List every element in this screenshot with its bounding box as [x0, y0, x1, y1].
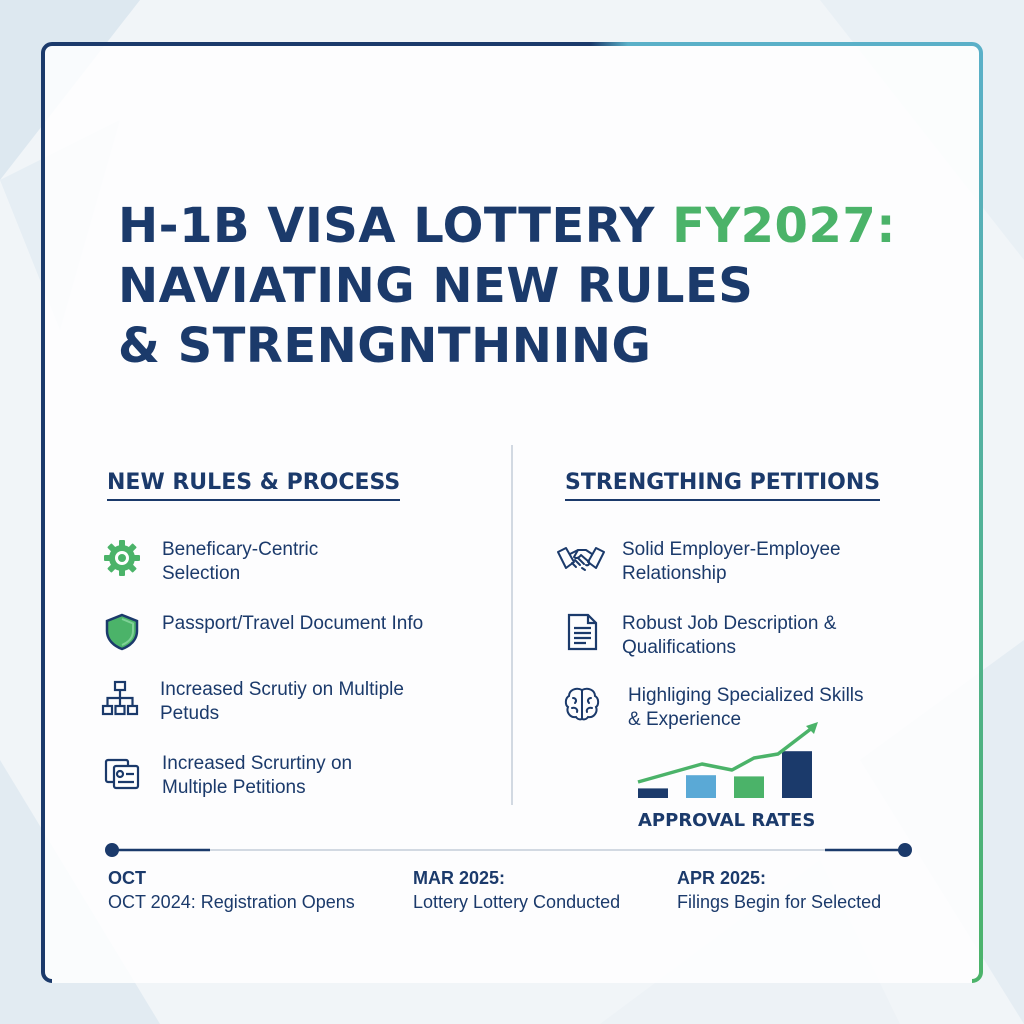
title-line-1: [118, 196, 958, 256]
left-item-3: [100, 678, 404, 726]
timeline-event-3-date: APR 2025:: [677, 868, 767, 888]
approval-bar-4: [782, 751, 812, 798]
approval-bar-2: [686, 775, 716, 798]
right-item-1-text: Solid Employer-Employee Relationship: [622, 539, 841, 584]
title-line-1-text: H-1B VISA LOTTERY: [118, 198, 673, 254]
approval-bar-3: [734, 776, 764, 798]
title-line-3: & STRENGNTHNING: [118, 318, 652, 374]
timeline-event-2: [413, 866, 620, 914]
left-item-1: [102, 538, 318, 586]
right-item-2-text: Robust Job Description & Qualifications: [622, 613, 837, 658]
right-item-3-text: Highliging Specialized Skills & Experience: [628, 685, 864, 730]
left-item-2: [102, 612, 423, 652]
left-item-4: [102, 752, 352, 800]
left-column-heading: NEW RULES & PROCESS: [107, 470, 400, 501]
brain-icon: [562, 684, 602, 724]
timeline-event-2-desc: Lottery Lottery Conducted: [413, 892, 621, 912]
approval-bar-1: [638, 788, 668, 798]
timeline-event-3-desc: Filings Begin for Selected: [677, 892, 882, 912]
timeline-dot-start: [105, 843, 119, 857]
shield-icon: [102, 612, 142, 652]
right-item-1: [556, 538, 841, 586]
timeline-event-1: [108, 866, 355, 914]
title-highlight: FY2027:: [672, 198, 896, 254]
right-item-2: [562, 612, 836, 660]
document-icon: [562, 612, 602, 652]
timeline-event-2-date: MAR 2025:: [413, 868, 506, 888]
gear-icon: [102, 538, 142, 578]
left-item-3-text: Increased Scrutiy on Multiple Petuds: [160, 679, 404, 724]
timeline-event-3: [677, 866, 881, 914]
title-line-2: NAVIATING NEW RULES: [118, 258, 754, 314]
approval-rates-label: APPROVAL RATES: [638, 810, 816, 831]
handshake-icon: [556, 538, 606, 578]
org-chart-icon: [100, 678, 140, 718]
page-title: [118, 196, 958, 376]
left-item-1-text: Beneficary-Centric Selection: [162, 539, 319, 584]
timeline-line: [0, 835, 1024, 865]
documents-icon: [102, 752, 142, 792]
timeline-dot-end: [898, 843, 912, 857]
left-item-2-text: Passport/Travel Document Info: [162, 613, 424, 634]
left-item-4-text: Increased Scrurtiny on Multiple Petitions: [162, 753, 353, 798]
timeline-event-1-date: OCT: [108, 868, 146, 888]
right-column-heading: STRENGTHING PETITIONS: [565, 470, 880, 501]
column-divider: [511, 445, 513, 805]
approval-rate-chart: [632, 720, 832, 804]
timeline-event-1-desc: OCT 2024: Registration Opens: [108, 892, 355, 912]
